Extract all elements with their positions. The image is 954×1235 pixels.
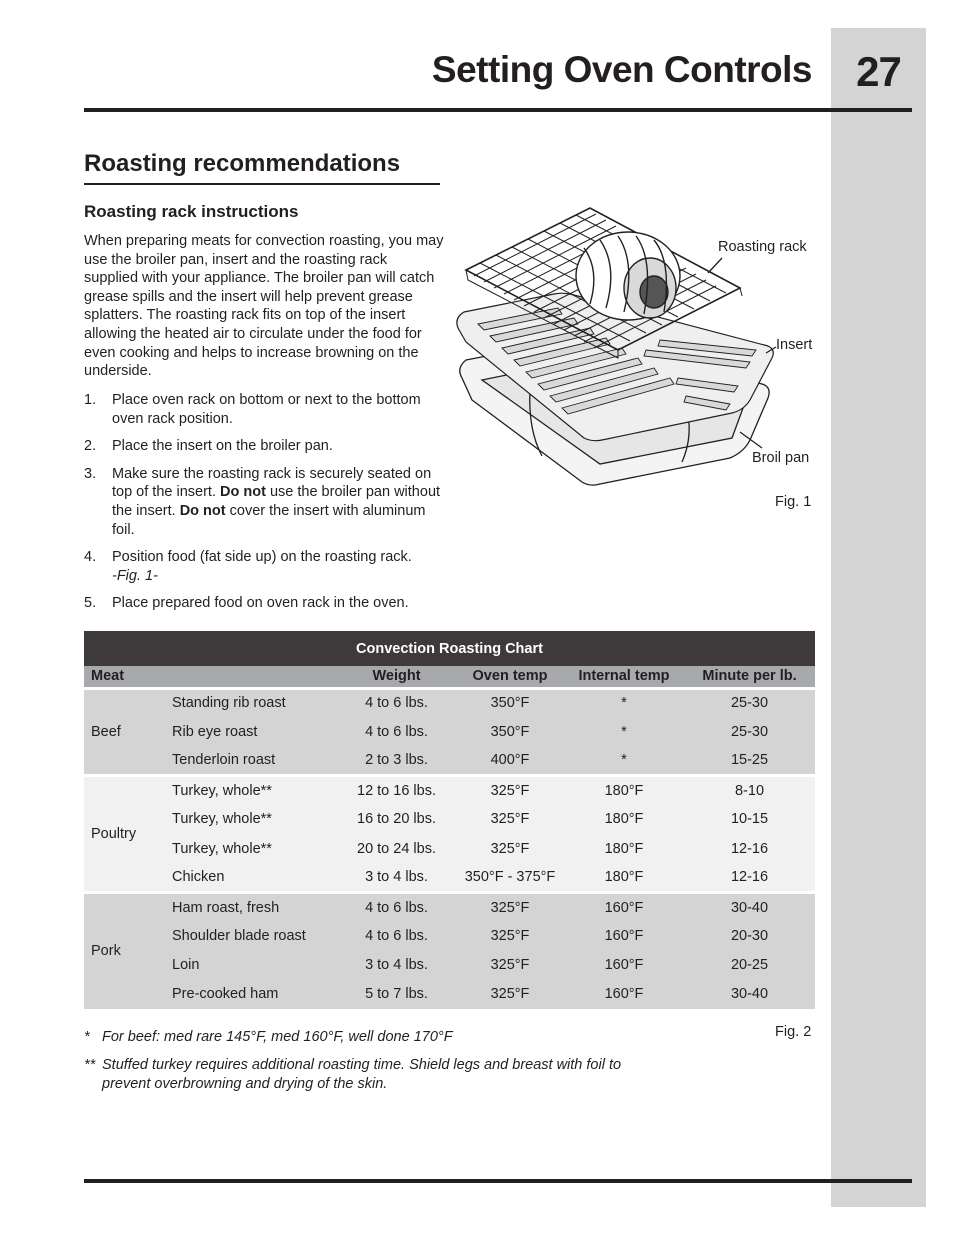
roast-drawing xyxy=(576,232,680,320)
cut-cell: Turkey, whole** xyxy=(165,834,337,863)
footnote-text-continued: prevent overbrowning and drying of the skin. xyxy=(102,1075,388,1092)
figure-2-caption: Fig. 2 xyxy=(775,1024,812,1040)
internal-temp-cell: 180°F xyxy=(564,834,684,863)
weight-cell: 5 to 7 lbs. xyxy=(337,980,456,1009)
step-text-part: Make sure the roasting rack is securely seated on top of the insert. xyxy=(112,465,432,501)
cut-cell: Standing rib roast xyxy=(165,688,337,717)
cut-cell: Loin xyxy=(165,951,337,980)
footer-rule xyxy=(84,1179,912,1183)
step-text-part: cover the insert with aluminum foil. xyxy=(112,502,426,538)
step-text xyxy=(112,465,444,539)
oven-temp-cell: 325°F xyxy=(456,892,564,921)
footnote-text: Stuffed turkey requires additional roasting time. Shield legs and breast with foil to xyxy=(102,1057,622,1073)
minute-per-lb-cell: 30-40 xyxy=(684,980,815,1009)
meat-group-beef xyxy=(84,688,815,776)
step-number: 4. xyxy=(84,549,97,566)
section-title: Roasting recommendations xyxy=(84,150,440,185)
weight-cell: 4 to 6 lbs. xyxy=(337,922,456,951)
internal-temp-cell: * xyxy=(564,717,684,746)
weight-cell: 4 to 6 lbs. xyxy=(337,688,456,717)
intro-paragraph: When preparing meats for convection roasting, you may use the broiler pan, insert and the roasting rack supplied with your appliance. The broiler pan will catch grease spills and the insert will help prevent grease splatters. The roasting rack fits on top of the insert allowing the heated air to circulate under the food for even cooking and helps to increase browning on the underside. xyxy=(84,233,444,380)
internal-temp-cell: 160°F xyxy=(564,892,684,921)
minute-per-lb-cell: 10-15 xyxy=(684,805,815,834)
footnote-mark: ** xyxy=(84,1057,96,1073)
figure-reference: -Fig. 1- xyxy=(112,567,158,584)
table-row xyxy=(84,863,815,892)
internal-temp-cell: 160°F xyxy=(564,980,684,1009)
cut-cell: Shoulder blade roast xyxy=(165,922,337,951)
minute-per-lb-cell: 20-25 xyxy=(684,951,815,980)
weight-cell: 4 to 6 lbs. xyxy=(337,717,456,746)
oven-temp-cell: 350°F - 375°F xyxy=(456,863,564,892)
step-item xyxy=(84,437,444,456)
weight-cell: 2 to 3 lbs. xyxy=(337,746,456,775)
table-row xyxy=(84,922,815,951)
chart-title: Convection Roasting Chart xyxy=(84,631,815,666)
page-number: 27 xyxy=(856,48,901,95)
cut-cell: Turkey, whole** xyxy=(165,805,337,834)
footnote-turkey xyxy=(84,1056,684,1093)
minute-per-lb-cell: 12-16 xyxy=(684,834,815,863)
weight-cell: 3 to 4 lbs. xyxy=(337,863,456,892)
meat-group-poultry xyxy=(84,776,815,893)
minute-per-lb-cell: 20-30 xyxy=(684,922,815,951)
convection-roasting-chart xyxy=(84,631,815,1009)
cut-cell: Tenderloin roast xyxy=(165,746,337,775)
table-row xyxy=(84,834,815,863)
meat-cell: Poultry xyxy=(84,776,165,893)
oven-temp-cell: 350°F xyxy=(456,717,564,746)
table-row xyxy=(84,776,815,805)
footnote-text: For beef: med rare 145°F, med 160°F, well done 170°F xyxy=(102,1029,453,1045)
header-rule xyxy=(84,108,912,112)
step-number: 3. xyxy=(84,465,97,482)
oven-temp-cell: 325°F xyxy=(456,922,564,951)
step-number: 5. xyxy=(84,595,97,612)
oven-temp-cell: 325°F xyxy=(456,951,564,980)
table-row xyxy=(84,980,815,1009)
weight-cell: 3 to 4 lbs. xyxy=(337,951,456,980)
column-header-internal-temp: Internal temp xyxy=(564,666,684,688)
roasting-rack-label: Roasting rack xyxy=(718,239,807,255)
table-row xyxy=(84,951,815,980)
footnote-mark: * xyxy=(84,1029,90,1045)
minute-per-lb-cell: 25-30 xyxy=(684,688,815,717)
meat-group-pork xyxy=(84,892,815,1009)
table-row xyxy=(84,746,815,775)
step-number: 1. xyxy=(84,392,97,408)
table-row xyxy=(84,717,815,746)
step-text: Place prepared food on oven rack in the oven. xyxy=(112,595,409,612)
oven-temp-cell: 400°F xyxy=(456,746,564,775)
step-item xyxy=(84,548,444,585)
cut-cell: Ham roast, fresh xyxy=(165,892,337,921)
step-text: Place the insert on the broiler pan. xyxy=(112,438,333,455)
cut-cell: Turkey, whole** xyxy=(165,776,337,805)
internal-temp-cell: * xyxy=(564,688,684,717)
minute-per-lb-cell: 12-16 xyxy=(684,863,815,892)
chart-header-row xyxy=(84,666,815,688)
cut-cell: Pre-cooked ham xyxy=(165,980,337,1009)
step-text-part: use the broiler pan without the insert. xyxy=(112,484,441,519)
minute-per-lb-cell: 30-40 xyxy=(684,892,815,921)
internal-temp-cell: 180°F xyxy=(564,776,684,805)
cut-cell: Chicken xyxy=(165,863,337,892)
step-item xyxy=(84,391,444,428)
minute-per-lb-cell: 8-10 xyxy=(684,776,815,805)
table-row xyxy=(84,805,815,834)
broil-pan-label: Broil pan xyxy=(752,450,810,466)
instruction-steps xyxy=(84,391,444,622)
step-item xyxy=(84,465,444,539)
weight-cell: 16 to 20 lbs. xyxy=(337,805,456,834)
emphasis-do-not: Do not xyxy=(179,502,226,519)
column-header-weight: Weight xyxy=(337,666,456,688)
step-text: Place oven rack on bottom or next to the bottom oven rack position. xyxy=(112,392,421,427)
weight-cell: 12 to 16 lbs. xyxy=(337,776,456,805)
step-item xyxy=(84,594,444,613)
step-text xyxy=(112,548,444,585)
step-text-part: Position food (fat side up) on the roasting rack. xyxy=(112,549,412,566)
cut-cell: Rib eye roast xyxy=(165,717,337,746)
insert-label: Insert xyxy=(776,337,813,353)
side-tab xyxy=(831,28,926,1207)
step-number: 2. xyxy=(84,438,97,455)
page-title: Setting Oven Controls xyxy=(431,49,812,90)
emphasis-do-not: Do not xyxy=(220,484,266,501)
column-header-meat: Meat xyxy=(84,666,165,688)
column-header-minute-per-lb: Minute per lb. xyxy=(684,666,815,688)
oven-temp-cell: 325°F xyxy=(456,980,564,1009)
internal-temp-cell: 180°F xyxy=(564,805,684,834)
subsection-title: Roasting rack instructions xyxy=(84,202,299,221)
minute-per-lb-cell: 15-25 xyxy=(684,746,815,775)
internal-temp-cell: 180°F xyxy=(564,863,684,892)
meat-cell: Beef xyxy=(84,688,165,776)
meat-cell: Pork xyxy=(84,892,165,1009)
oven-temp-cell: 325°F xyxy=(456,834,564,863)
internal-temp-cell: 160°F xyxy=(564,922,684,951)
column-header-oven-temp: Oven temp xyxy=(456,666,564,688)
footnote-beef xyxy=(84,1028,453,1047)
weight-cell: 20 to 24 lbs. xyxy=(337,834,456,863)
minute-per-lb-cell: 25-30 xyxy=(684,717,815,746)
internal-temp-cell: * xyxy=(564,746,684,775)
table-row xyxy=(84,688,815,717)
table-row xyxy=(84,892,815,921)
weight-cell: 4 to 6 lbs. xyxy=(337,892,456,921)
oven-temp-cell: 325°F xyxy=(456,805,564,834)
column-header-cut xyxy=(165,666,337,688)
oven-temp-cell: 325°F xyxy=(456,776,564,805)
oven-temp-cell: 350°F xyxy=(456,688,564,717)
figure-1-caption: Fig. 1 xyxy=(775,494,812,510)
internal-temp-cell: 160°F xyxy=(564,951,684,980)
